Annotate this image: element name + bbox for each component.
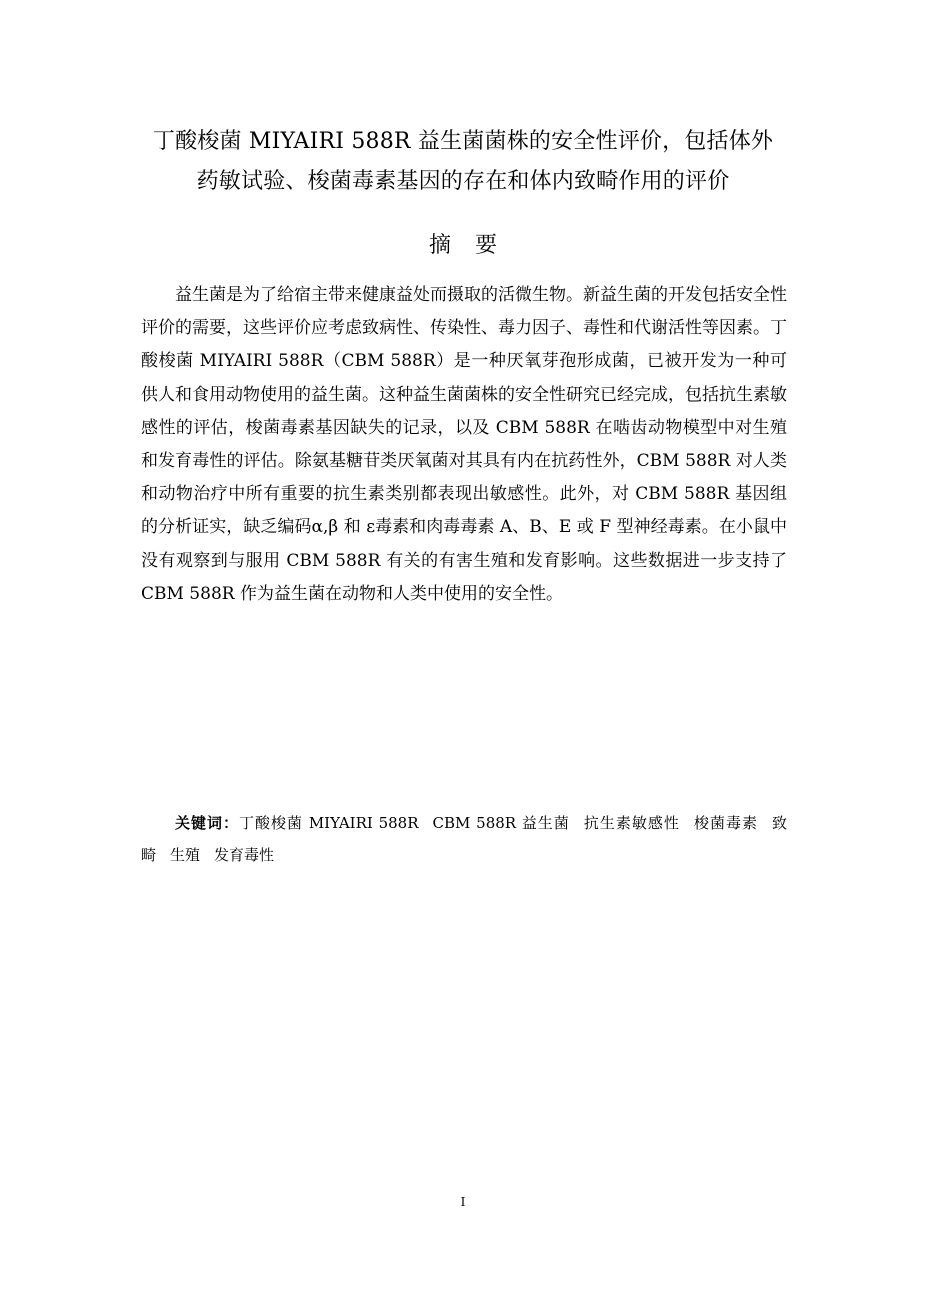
keyword-item: CBM 588R 益生菌	[432, 814, 570, 832]
paper-title-line-2: 药敏试验、梭菌毒素基因的存在和体内致畸作用的评价	[196, 169, 730, 194]
keyword-item: 致畸	[141, 814, 787, 864]
keyword-item: 抗生素敏感性	[583, 814, 680, 832]
abstract-heading: 摘要	[428, 233, 521, 258]
abstract-body: 益生菌是为了给宿主带来健康益处而摄取的活微生物。新益生菌的开发包括安全性评价的需要，这些评价应考虑致病性、传染性、毒力因子、毒性和代谢活性等因素。丁酸梭菌 MIYAIRI 588R（CBM 588R）是一种厌氧芽孢形成菌，已被开发为一种可供人和食用动物使用的益生菌。这种益生菌菌株的安全性研究已经完成，包括抗生素敏感性的评估，梭菌毒素基因缺失的记录，以及 CBM 588R 在啮齿动物模型中对生殖和发育毒性的评估。除氨基糖苷类厌氧菌对其具有内在抗药性外，CBM 588R 对人类和动物治疗中所有重要的抗生素类别都表现出敏感性。此外，对 CBM 588R 基因组的分析证实，缺乏编码α,β 和 ε毒素和肉毒毒素 A、B、E 或 F 型神经毒素。在小鼠中没有观察到与服用 CBM 588R 有关的有害生殖和发育影响。这些数据进一步支持了 CBM 588R 作为益生菌在动物和人类中使用的安全性。	[141, 285, 787, 604]
keyword-item: 生殖	[170, 846, 201, 864]
keyword-item: 丁酸梭菌 MIYAIRI 588R	[239, 814, 419, 832]
paper-title	[100, 122, 826, 202]
keyword-item: 发育毒性	[214, 846, 275, 864]
paper-title-line-1: 丁酸梭菌 MIYAIRI 588R 益生菌菌株的安全性评价，包括体外	[152, 129, 774, 154]
keyword-item: 梭菌毒素	[693, 814, 758, 832]
keywords-label: 关键词：	[175, 814, 240, 832]
page-number: I	[460, 1195, 466, 1209]
keywords-section	[141, 807, 787, 871]
